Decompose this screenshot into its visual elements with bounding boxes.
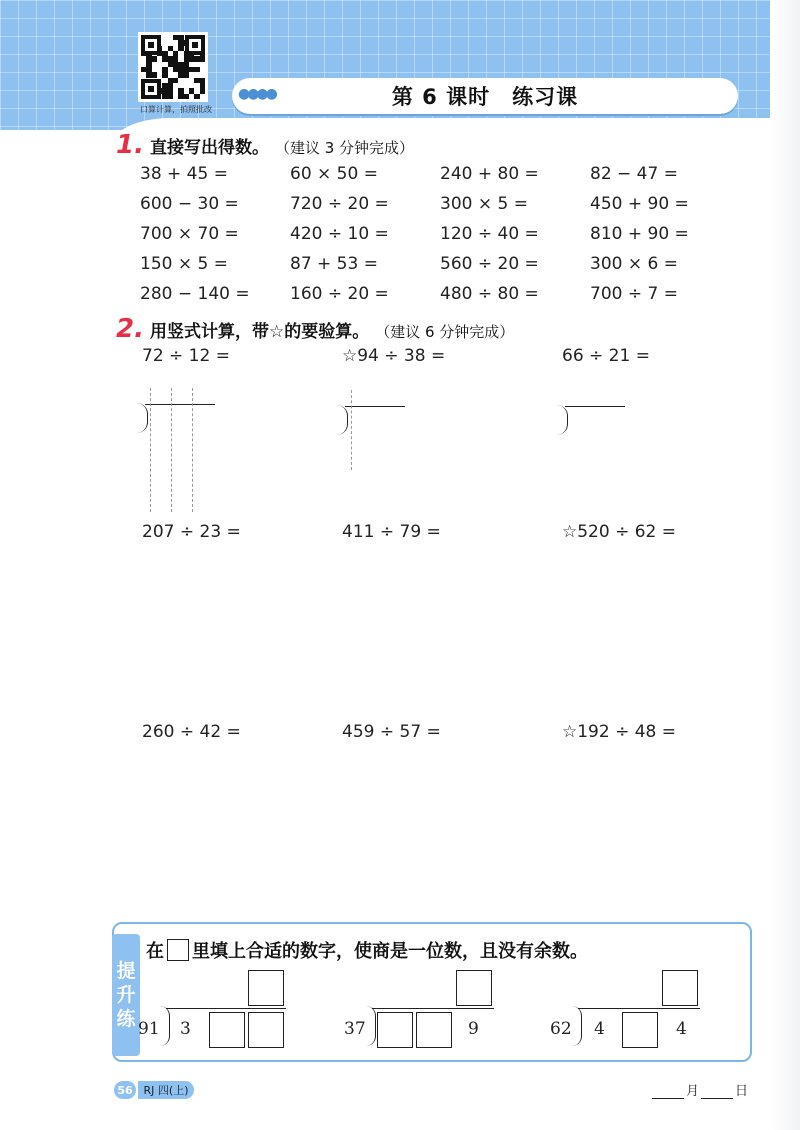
question-title: 直接写出得数。 <box>149 138 269 158</box>
lesson-title-banner <box>232 78 738 114</box>
extension-tab-char: 升 <box>116 984 136 1006</box>
dividend-digit: 9 <box>468 1019 479 1039</box>
oral-calc-item: 700 × 70 = <box>140 224 239 244</box>
date-fill-in <box>652 1080 748 1099</box>
division-curve <box>160 1006 170 1046</box>
extension-tab <box>112 934 140 1056</box>
oral-calc-item: 480 ÷ 80 = <box>440 284 539 304</box>
guide-dashed-line <box>351 390 352 470</box>
oral-calc-item: 38 + 45 = <box>140 164 228 184</box>
extension-tab-char: 提 <box>116 960 136 982</box>
oral-calc-item: 82 − 47 = <box>590 164 678 184</box>
month-blank[interactable] <box>652 1085 684 1099</box>
vertical-calc-problem: 260 ÷ 42 = <box>142 722 241 742</box>
division-bracket <box>145 404 215 430</box>
oral-calc-item: 810 + 90 = <box>590 224 689 244</box>
oral-calc-item: 160 ÷ 20 = <box>290 284 389 304</box>
oral-calc-item: 240 + 80 = <box>440 164 539 184</box>
lesson-title: 第 6 课时 练习课 <box>391 85 579 109</box>
month-label: 月 <box>686 1084 700 1099</box>
oral-calc-row <box>140 254 740 274</box>
division-curve <box>572 1006 582 1046</box>
dividend-digit-box[interactable] <box>377 1012 413 1048</box>
qr-caption: 口算计算，拍照批改 <box>140 105 212 114</box>
oral-calc-item: 700 ÷ 7 = <box>590 284 678 304</box>
dividend-digit: 4 <box>594 1019 605 1039</box>
oral-calc-item: 60 × 50 = <box>290 164 378 184</box>
instruction-suffix: 里填上合适的数字，使商是一位数，且没有余数。 <box>192 941 588 962</box>
vertical-calc-problem: ☆94 ÷ 38 = <box>342 346 446 366</box>
question-number: 2. <box>116 314 144 344</box>
oral-calc-item: 720 ÷ 20 = <box>290 194 389 214</box>
oral-calc-item: 420 ÷ 10 = <box>290 224 389 244</box>
divisor: 62 <box>550 1019 572 1039</box>
oral-calc-item: 450 + 90 = <box>590 194 689 214</box>
question-number: 1. <box>116 130 144 160</box>
division-bracket <box>565 406 625 432</box>
division-line <box>578 1008 700 1009</box>
oral-calc-item: 300 × 5 = <box>440 194 528 214</box>
division-bracket <box>345 406 405 432</box>
qr-finder <box>185 35 205 55</box>
edition-label: RJ 四(上) <box>138 1081 194 1099</box>
division-line <box>372 1008 494 1009</box>
day-label: 日 <box>735 1084 749 1099</box>
divisor: 91 <box>138 1019 160 1039</box>
oral-calc-item: 150 × 5 = <box>140 254 228 274</box>
qr-code[interactable] <box>138 32 208 102</box>
oral-calc-item: 280 − 140 = <box>140 284 250 304</box>
guide-dashed-line <box>171 388 172 512</box>
vertical-calc-problem: ☆520 ÷ 62 = <box>562 522 677 542</box>
dividend-digit-box[interactable] <box>209 1012 245 1048</box>
extension-instruction <box>146 937 588 963</box>
oral-calc-item: 600 − 30 = <box>140 194 239 214</box>
qr-module <box>200 94 205 99</box>
dividend-digit-box[interactable] <box>622 1012 658 1048</box>
vertical-calc-problem: 459 ÷ 57 = <box>342 722 441 742</box>
oral-calc-row <box>140 224 740 244</box>
page-edge-shadow <box>770 0 800 1130</box>
vertical-calc-problem: 411 ÷ 79 = <box>342 522 441 542</box>
blank-box-icon <box>167 939 189 961</box>
day-blank[interactable] <box>701 1085 733 1099</box>
divisor: 37 <box>344 1019 366 1039</box>
extension-tab-char: 练 <box>116 1008 136 1030</box>
vertical-calc-problem: ☆192 ÷ 48 = <box>562 722 677 742</box>
vertical-calc-problem: 66 ÷ 21 = <box>562 346 650 366</box>
guide-dashed-line <box>192 388 193 512</box>
qr-finder <box>141 79 161 99</box>
dividend-digit: 4 <box>676 1019 687 1039</box>
question-2-heading <box>116 314 514 344</box>
oral-calc-row <box>140 284 740 304</box>
oral-calc-item: 560 ÷ 20 = <box>440 254 539 274</box>
quotient-box[interactable] <box>248 970 284 1006</box>
page-number-badge: 56 <box>114 1081 136 1099</box>
oral-calc-row <box>140 194 740 214</box>
qr-finder <box>141 35 161 55</box>
dividend-digit: 3 <box>180 1019 191 1039</box>
instruction-prefix: 在 <box>146 941 164 962</box>
guide-dashed-line <box>150 388 151 512</box>
vertical-calc-problem: 207 ÷ 23 = <box>142 522 241 542</box>
question-1-heading <box>116 130 414 160</box>
oral-calc-item: 87 + 53 = <box>290 254 378 274</box>
dots-decoration: ●●●● <box>238 86 275 102</box>
quotient-box[interactable] <box>456 970 492 1006</box>
oral-calc-row <box>140 164 740 184</box>
question-time-note: （建议 6 分钟完成） <box>375 323 515 341</box>
dividend-digit-box[interactable] <box>416 1012 452 1048</box>
division-curve <box>366 1006 376 1046</box>
oral-calc-item: 300 × 6 = <box>590 254 678 274</box>
quotient-box[interactable] <box>662 970 698 1006</box>
question-title: 用竖式计算，带☆的要验算。 <box>149 322 370 342</box>
dividend-digit-box[interactable] <box>248 1012 284 1048</box>
division-line <box>166 1008 286 1009</box>
oral-calc-item: 120 ÷ 40 = <box>440 224 539 244</box>
question-time-note: （建议 3 分钟完成） <box>274 139 415 157</box>
vertical-calc-problem: 72 ÷ 12 = <box>142 346 230 366</box>
